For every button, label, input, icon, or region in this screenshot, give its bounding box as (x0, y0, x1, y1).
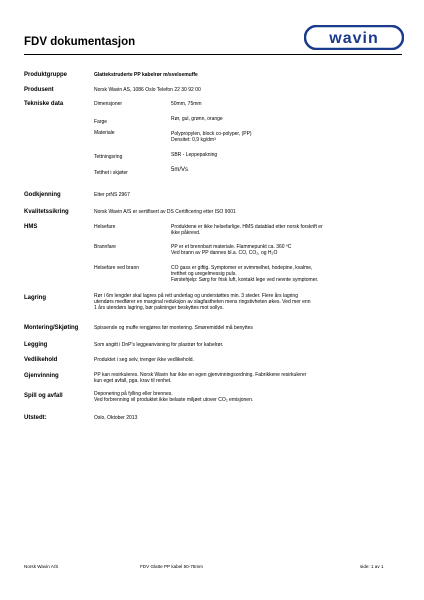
label-gjenvinning: Gjenvinning (24, 373, 59, 379)
value-produktgruppe: Glattekstruderte PP kabelrør m/svelsemuffe (94, 72, 198, 78)
value-kvalitetssikring: Norsk Wavin A/S er sertifisert av DS Certificering etter ISO 9001 (94, 209, 236, 215)
label-montering: Montering/Skjøting (24, 325, 79, 331)
logo-text: wavin (329, 30, 379, 47)
label-produsent: Produsent (24, 87, 54, 93)
key-helsefare-brann: Helsefare ved brann (94, 265, 140, 271)
key-brannfare: Brannfare (94, 244, 116, 250)
value-brannfare: PP er et brennbart materiale. Flammepunkt ca. 360 ºC Ved brann av PP dannes bl.a. CO, CO₂, og H₂O (171, 244, 292, 256)
value-montering: Spissende og muffe rengjøres før montering. Smøremiddel må benyttes (94, 325, 253, 331)
value-tettningsring: SBR - Leppepakning (171, 152, 218, 158)
key-helsefare: Helsefare (94, 224, 116, 230)
value-lagring: Rør i 6m lengder skal lagres på rett underlag og understøttes min. 3 steder. Flere års lagring utendørs medfører en marginal reduksjon av slagfastheten mens ringstivheten økes. Ved mer enn 1 års utendørs lagring, bør pakninger beskyttes mot sollys. (94, 293, 311, 311)
key-dimensjoner: Dimensjoner (94, 101, 123, 107)
value-legging: Som angitt i DnP's leggeanvisning for plastrør for kabelrør. (94, 342, 224, 348)
value-produsent: Norsk Wavin AS, 1086 Oslo Telefon 22 30 92 00 (94, 87, 201, 93)
label-spill-avfall: Spill og avfall (24, 393, 63, 399)
label-lagring: Lagring (24, 295, 46, 301)
value-spill-avfall: Deponering på fylling eller brennes. Ved forbrenning vil produktet ikke belaste miljøet utover CO₂ emisjonen. (94, 391, 254, 403)
label-tekniske-data: Tekniske data (24, 101, 64, 107)
key-tettningsring: Tettningsring (94, 154, 123, 160)
value-gjenvinning: PP kan resirkuleres. Norsk Wavin har ikke en egen gjenvinningsordning. Fabrikkene resirkulerer kun eget avfall, pga. krav til renhet. (94, 372, 307, 384)
value-helsefare-brann: CO gass er giftig. Symptomer er svimmelhet, hodepine, kvalme, tretthet og uregelmessig puls. Førstehjelp: Sørg for frisk luft, kontakt lege ved nevnte symptomer. (171, 265, 319, 283)
header-rule (24, 54, 402, 55)
label-hms: HMS (24, 224, 38, 230)
value-vedlikehold: Produktet i seg selv, trenger ikke vedlikehold. (94, 357, 194, 363)
value-dimensjoner: 50mm, 75mm (171, 101, 202, 107)
value-godkjenning: Etter prNS 2967 (94, 192, 130, 198)
value-farge: Rør, gul, grønn, orange (171, 116, 223, 122)
wavin-logo (304, 25, 404, 50)
value-utstedt: Oslo, Oktober 2013 (94, 415, 138, 421)
value-tetthet: 5m/Vs (171, 167, 189, 173)
page-title: FDV dokumentasjon (24, 36, 136, 48)
key-materiale: Materiale (94, 130, 115, 136)
footer-page: side: 1 av 1 (360, 564, 384, 569)
value-helsefare: Produktene er ikke helsefarlige. HMS datablad etter norsk forskrift er ikke påkrevd. (171, 224, 323, 236)
label-godkjenning: Godkjenning (24, 192, 61, 198)
footer-document: FDV Glatte PP kabel 50-75mm (140, 564, 203, 569)
footer-company: Norsk Wavin A/S (24, 564, 59, 569)
label-vedlikehold: Vedlikehold (24, 357, 58, 363)
key-tetthet: Tetthet i skjøter (94, 170, 128, 176)
label-produktgruppe: Produktgruppe (24, 72, 67, 78)
label-utstedt: Utstedt: (24, 415, 47, 421)
value-materiale: Polypropylen, block co-polyper, (PP) Densitet: 0,9 kg/dm³ (171, 131, 252, 143)
key-farge: Farge (94, 119, 108, 125)
label-kvalitetssikring: Kvalitetssikring (24, 209, 69, 215)
label-legging: Legging (24, 342, 48, 348)
